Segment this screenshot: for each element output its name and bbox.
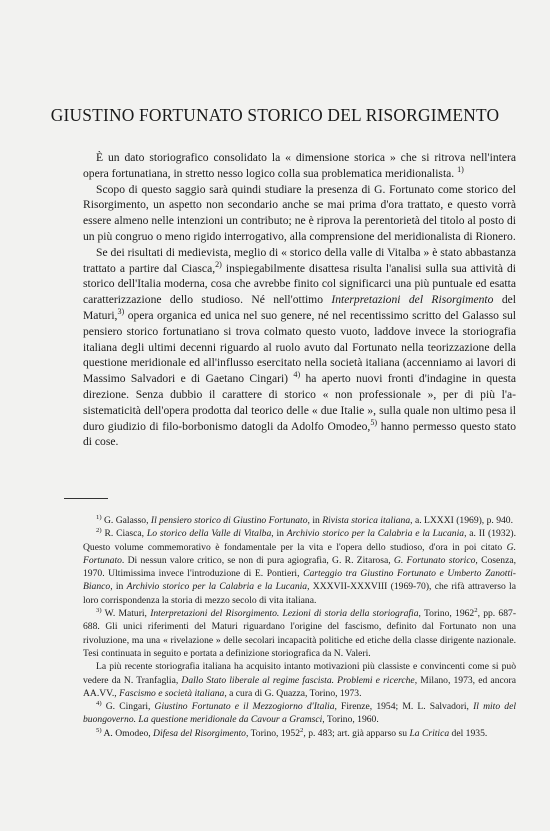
paragraph-1: È un dato storiografico consolidato la « dimensione storica » che si ritrova nell'intera opera fortunatiana, in stretto nesso logico colla sua problematica meridionalista. $^{1)}$ — [83, 151, 516, 180]
article-body — [83, 150, 516, 450]
footnote-1: $^{1)}$ G. Galasso, Il pensiero storico di Giustino Fortunato, in Rivista storica italiana, a. LXXXI (1969), p. 940. — [96, 513, 513, 526]
footnote-ref-5: 5) — [370, 417, 378, 427]
footnote-ref-3: 3) — [117, 307, 125, 317]
article-title: GIUSTINO FORTUNATO STORICO DEL RISORGIMENTO — [50, 105, 500, 125]
footnote-separator — [64, 498, 108, 499]
footnote-2: $^{2)}$ R. Ciasca, Lo storico della Valle di Vitalba, in Archivio storico per la Calabria e la Lucania, a. II (1932). Questo volume commemorativo è fondamentale per la vita e l'opera dello studioso, d'ora in poi citato G. Fortunato. Di nessun valore critico, se non di pura agiografia, G. R. Zitarosa, G. Fortunato storico, Cosenza, 1970. Ultimissima invece l'introduzione di E. Pontieri, Carteggio tra Giustino Fortunato e Umberto Zanotti-Bianco, in Archivio storico per la Calabria e la Lucania, XXXVII-XXXVIII (1969-70), che rifà attraverso la loro corrispondenza la storia di mezzo secolo di vita italiana. — [83, 527, 516, 606]
footnote-4: $^{4)}$ G. Cingari, Giustino Fortunato e il Mezzogiorno d'Italia, Firenze, 1954; M. L. Salvadori, Il mito del buongoverno. La questione meridionale da Cavour a Gramsci, Torino, 1960. — [83, 699, 517, 726]
paragraph-2: Scopo di questo saggio sarà quindi studiare la presenza di G. Fortunato come storico del Risorgimento, un aspetto non secondario anche se mai prima d'ora trattato, e questo vorrà essere almeno nelle intenzioni un contributo; ne è riprova la perentorietà del titolo al posto di un più congruo o meno rigido interrogativo, alla comprensione del meridionalista di Rionero. — [83, 182, 516, 243]
footnote-5: $^{5)}$ A. Omodeo, Difesa del Risorgimento, Torino, 1952$^2$, p. 483; art. già apparso su La Critica del 1935. — [96, 726, 488, 739]
footnote-ref-2: 2) — [215, 259, 222, 269]
footnote-3: $^{3)}$ W. Maturi, Interpretazioni del Risorgimento. Lezioni di storia della storiografia, Torino, 1962$^2$, pp. 687-688. Gli unici riferimenti del Maturi riguardano l'origine del fascismo, definito dal Fortunato non una rivoluzione, ma una « rivelazione » delle secolari incapacità politiche ed etiche della classe dirigente nazionale. Tesi continuata in seguito e portata a definizione storiografica da N. Valeri. — [83, 606, 517, 659]
footnotes — [83, 514, 516, 740]
italic-title: Interpretazioni del Risorgimento — [331, 293, 494, 307]
footnote-ref-1: 1) — [457, 164, 464, 174]
footnote-ref-4: 4) — [293, 370, 301, 380]
footnote-3-continued: La più recente storiografia italiana ha acquisito intanto motivazioni più classiste e convincenti come si può vedere da N. Tranfaglia, Dallo Stato liberale al regime fascista. Problemi e ricerche, Milano, 1973, ed ancora AA.VV., Fascismo e società italiana, a cura di G. Quazza, Torino, 1973. — [83, 661, 516, 699]
paragraph-3: Se dei risultati di medievista, meglio di « storico della valle di Vitalba » è stato abbastanza trattato a partire dal Ciasca,$^{2)}$ inspiegabilmente disattesa risulta l'analisi sulla sua attività di storico dell'Italia moderna, cosa che avrebbe finito col significarci una più puntuale ed esatta caratterizzazione dello studioso. Né nell'ottimo Interpretazioni del Risorgimento del Maturi,$^{3)}$ opera organica ed unica nel suo genere, né nel recentissimo scritto del Galasso sul pensiero storico fortunatiano si trova colmato questo vuoto, laddove invece la storiografia italiana degli ultimi decenni riguardo al ruolo avuto dal Fortunato nella teorizzazione della questione meridionale ed all'influsso esercitato nella società italiana (accenniamo ai lavori di Massimo Salvadori e di Gaetano Cingari) $^{4)}$ ha aperto nuovi fronti d'indagine in questa direzione. Senza dubbio il carattere di storico « non professionale », per di più l'a-sistematicità dell'opera prodotta dal teorico delle « due Italie », sulla quale non ultimo pesa il duro giudizio di filo-borbonismo datogli da Adolfo Omodeo,$^{5)}$ hanno permesso questo stato di cose. — [83, 245, 517, 449]
